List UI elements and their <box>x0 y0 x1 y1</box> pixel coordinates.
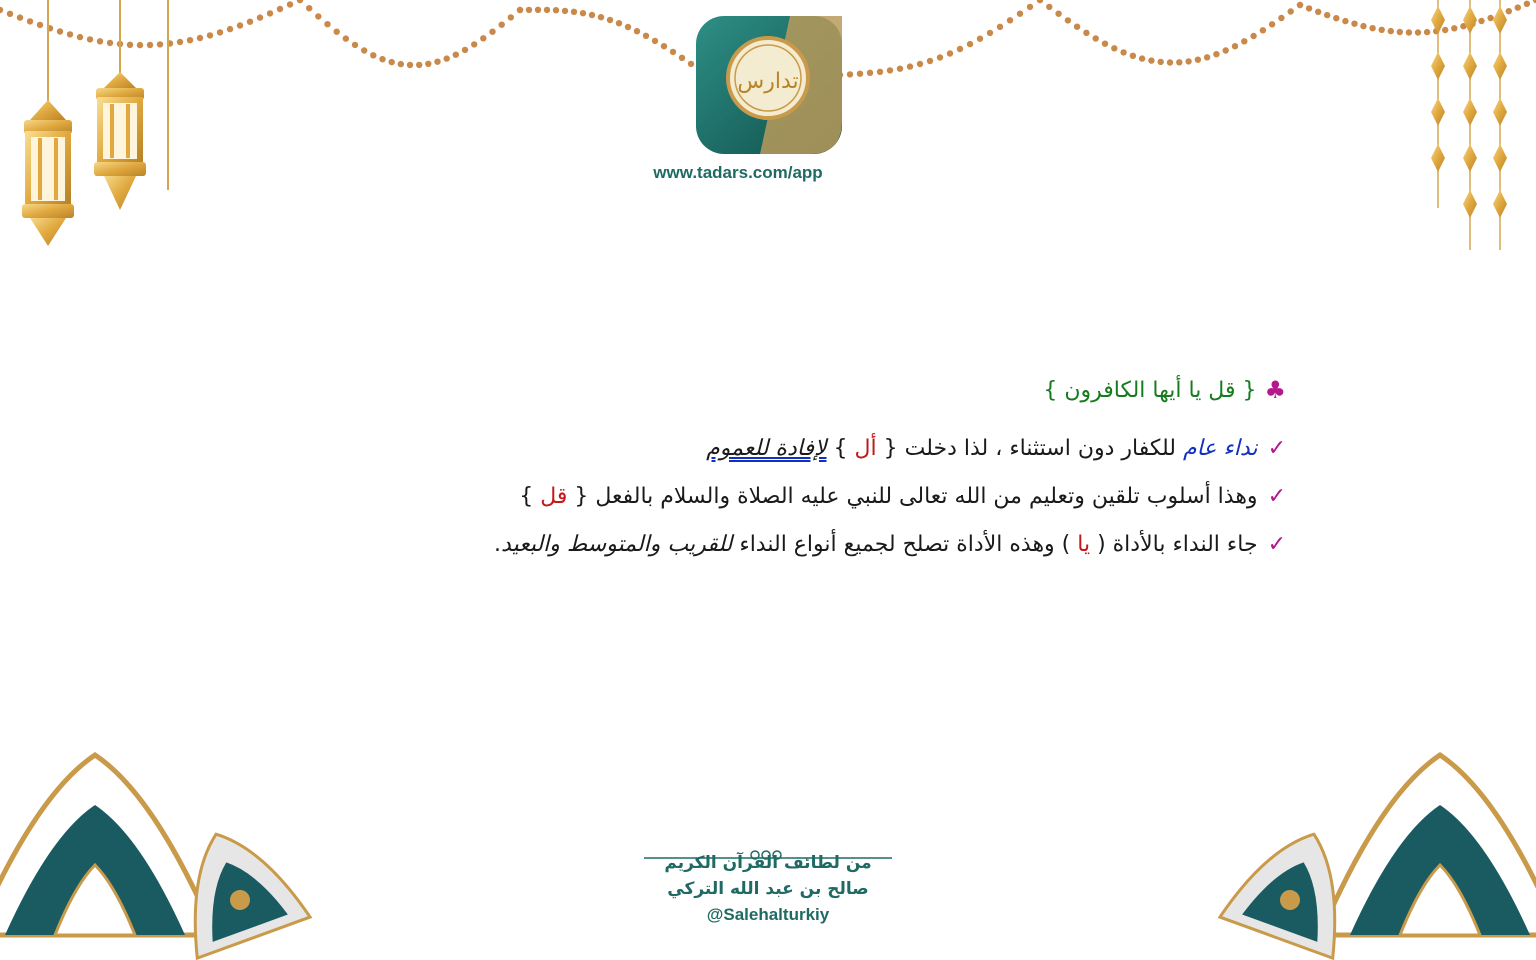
bead-icon <box>416 62 422 68</box>
bead-icon <box>227 26 233 32</box>
diamond-icon <box>1463 98 1477 126</box>
bead-icon <box>1342 18 1348 24</box>
bead-icon <box>977 36 983 42</box>
diamond-icon <box>1463 144 1477 172</box>
footer-handle[interactable]: @Salehalturkiy <box>706 905 830 924</box>
bead-icon <box>937 54 943 60</box>
bead-icon <box>967 41 973 47</box>
bead-icon <box>1111 45 1117 51</box>
lantern-icon <box>94 0 146 210</box>
bead-icon <box>1379 27 1385 33</box>
bead-icon <box>370 52 376 58</box>
bead-icon <box>997 24 1003 30</box>
point-text: نداء عام للكفار دون استثناء ، لذا دخلت { أل } لإفادة للعموم <box>706 436 1258 461</box>
bead-icon <box>1074 24 1080 30</box>
bead-icon <box>1351 21 1357 27</box>
bead-icon <box>544 7 550 13</box>
bead-icon <box>1487 15 1493 21</box>
bead-icon <box>237 22 243 28</box>
list-item <box>246 430 1286 468</box>
bead-icon <box>1185 58 1191 64</box>
bead-icon <box>1167 59 1173 65</box>
bead-icon <box>517 7 523 13</box>
diamond-icon <box>1431 52 1445 80</box>
verse-heading <box>246 376 1286 404</box>
bead-icon <box>571 9 577 15</box>
point-text: جاء النداء بالأداة ( يا ) وهذه الأداة تصلح لجميع أنواع النداء للقريب والمتوسط والبعيد. <box>494 532 1258 557</box>
bead-icon <box>407 62 413 68</box>
bead-icon <box>1232 43 1238 49</box>
bead-icon <box>434 59 440 65</box>
content-block <box>246 376 1286 574</box>
diamond-icon <box>1493 6 1507 34</box>
bead-icon <box>444 55 450 61</box>
bead-icon <box>957 46 963 52</box>
bead-icon <box>652 38 658 44</box>
bead-icon <box>1204 54 1210 60</box>
bead-icon <box>625 24 631 30</box>
check-icon: ✓ <box>1267 436 1286 461</box>
bead-icon <box>37 22 43 28</box>
bead-icon <box>361 47 367 53</box>
bead-icon <box>1139 55 1145 61</box>
bead-icon <box>1213 51 1219 57</box>
bead-icon <box>352 42 358 48</box>
bead-icon <box>107 40 113 46</box>
bead-icon <box>1027 4 1033 10</box>
footer-series-title: من لطائف القرآن الكريم <box>664 853 872 873</box>
bead-icon <box>207 32 213 38</box>
bead-icon <box>1055 11 1061 17</box>
bead-icon <box>679 55 685 61</box>
bead-icon <box>157 41 163 47</box>
bead-icon <box>1324 12 1330 18</box>
bead-icon <box>27 18 33 24</box>
bead-icon <box>1158 59 1164 65</box>
bead-icon <box>661 43 667 49</box>
bead-icon <box>1397 29 1403 35</box>
bead-icon <box>670 49 676 55</box>
diamond-icon <box>1493 98 1507 126</box>
bead-icon <box>67 31 73 37</box>
club-icon: ♣ <box>1264 376 1286 404</box>
bead-icon <box>1120 49 1126 55</box>
bead-icon <box>0 7 3 13</box>
bead-icon <box>137 42 143 48</box>
check-icon: ✓ <box>1267 532 1286 557</box>
bead-icon <box>480 35 486 41</box>
bead-icon <box>247 19 253 25</box>
bead-icon <box>147 42 153 48</box>
bead-icon <box>1315 9 1321 15</box>
bead-icon <box>1037 0 1043 3</box>
diamond-icon <box>1493 190 1507 218</box>
bead-icon <box>927 58 933 64</box>
verse-heading-text: { قل يا أيها الكافرون } <box>1043 377 1257 403</box>
bead-icon <box>553 7 559 13</box>
bead-icon <box>1388 28 1394 34</box>
bead-icon <box>389 59 395 65</box>
diamond-icon <box>1493 144 1507 172</box>
check-icon: ✓ <box>1267 484 1286 509</box>
list-item <box>246 478 1286 516</box>
bead-icon <box>471 41 477 47</box>
bead-icon <box>1102 41 1108 47</box>
bead-icon <box>277 6 283 12</box>
diamond-icon <box>1463 6 1477 34</box>
bead-icon <box>1269 21 1275 27</box>
bead-icon <box>97 38 103 44</box>
bead-icon <box>526 7 532 13</box>
bead-icon <box>857 71 863 77</box>
bead-icon <box>7 11 13 17</box>
bead-icon <box>334 29 340 35</box>
bead-icon <box>887 67 893 73</box>
bead-icon <box>177 39 183 45</box>
bead-icon <box>257 14 263 20</box>
bead-icon <box>324 21 330 27</box>
bead-icon <box>1130 53 1136 59</box>
points-list <box>246 430 1286 564</box>
bead-icon <box>17 14 23 20</box>
bead-icon <box>598 14 604 20</box>
bead-icon <box>1046 4 1052 10</box>
bead-icon <box>947 50 953 56</box>
bead-icon <box>489 29 495 35</box>
bead-icon <box>847 71 853 77</box>
bead-icon <box>877 69 883 75</box>
bead-icon <box>1083 30 1089 36</box>
bead-icon <box>917 61 923 67</box>
garland-right <box>837 0 1536 78</box>
flower-ornament-icon <box>0 755 310 958</box>
bead-icon <box>306 5 312 11</box>
diamond-icon <box>1493 52 1507 80</box>
garland-left <box>0 0 703 73</box>
logo-script: تدارس <box>737 69 799 94</box>
bead-icon <box>462 47 468 53</box>
bead-icon <box>267 10 273 16</box>
bead-icon <box>1524 1 1530 7</box>
bead-icon <box>616 20 622 26</box>
bead-icon <box>87 36 93 42</box>
bead-icon <box>897 66 903 72</box>
bead-icon <box>57 28 63 34</box>
bead-icon <box>562 8 568 14</box>
bead-icon <box>867 70 873 76</box>
bead-icon <box>1065 17 1071 23</box>
bead-icon <box>589 12 595 18</box>
bead-icon <box>1506 8 1512 14</box>
bead-icon <box>1360 23 1366 29</box>
diamond-icon <box>1463 190 1477 218</box>
diamond-icon <box>1463 52 1477 80</box>
bead-icon <box>1424 29 1430 35</box>
bead-icon <box>1442 27 1448 33</box>
bead-icon <box>315 13 321 19</box>
bead-icon <box>398 61 404 67</box>
bead-icon <box>127 42 133 48</box>
bead-icon <box>1288 8 1294 14</box>
bead-icon <box>1333 15 1339 21</box>
bead-icon <box>425 61 431 67</box>
bead-icon <box>343 35 349 41</box>
diamond-icon <box>1431 98 1445 126</box>
bead-icon <box>499 22 505 28</box>
hanging-ornament-icon <box>1431 0 1507 250</box>
flower-ornament-icon <box>1220 755 1536 958</box>
bead-icon <box>907 63 913 69</box>
bead-icon <box>77 34 83 40</box>
bead-icon <box>1306 5 1312 11</box>
bead-icon <box>217 29 223 35</box>
footer-credits <box>618 850 918 928</box>
bead-icon <box>1369 25 1375 31</box>
bead-icon <box>1093 35 1099 41</box>
bead-icon <box>1406 29 1412 35</box>
bead-icon <box>453 52 459 58</box>
bead-icon <box>1007 17 1013 23</box>
point-text: وهذا أسلوب تلقين وتعليم من الله تعالى للنبي عليه الصلاة والسلام بالفعل { قل } <box>519 484 1258 509</box>
bead-icon <box>1250 33 1256 39</box>
bead-icon <box>535 7 541 13</box>
bead-icon <box>508 14 514 20</box>
tadars-app-logo <box>696 16 842 154</box>
footer-author: صالح بن عبد الله التركي <box>667 879 869 899</box>
bead-icon <box>634 28 640 34</box>
app-url[interactable]: www.tadars.com/app <box>653 163 823 182</box>
bead-icon <box>287 1 293 7</box>
bead-icon <box>1017 11 1023 17</box>
bead-icon <box>987 30 993 36</box>
bead-icon <box>1176 59 1182 65</box>
bead-icon <box>1297 2 1303 8</box>
bead-icon <box>297 0 303 3</box>
bead-icon <box>607 17 613 23</box>
bead-icon <box>1478 18 1484 24</box>
list-item <box>246 526 1286 564</box>
lantern-icon <box>22 0 74 246</box>
bead-icon <box>1223 47 1229 53</box>
diamond-icon <box>1431 144 1445 172</box>
bead-icon <box>580 10 586 16</box>
bead-icon <box>1260 27 1266 33</box>
bead-icon <box>1241 38 1247 44</box>
bead-icon <box>643 33 649 39</box>
bead-icon <box>1278 15 1284 21</box>
bead-icon <box>197 35 203 41</box>
bead-icon <box>1451 25 1457 31</box>
bead-icon <box>187 37 193 43</box>
bead-icon <box>1515 4 1521 10</box>
bead-icon <box>1195 57 1201 63</box>
bead-icon <box>379 56 385 62</box>
bead-icon <box>688 61 694 67</box>
bead-icon <box>1148 57 1154 63</box>
bead-icon <box>1415 29 1421 35</box>
